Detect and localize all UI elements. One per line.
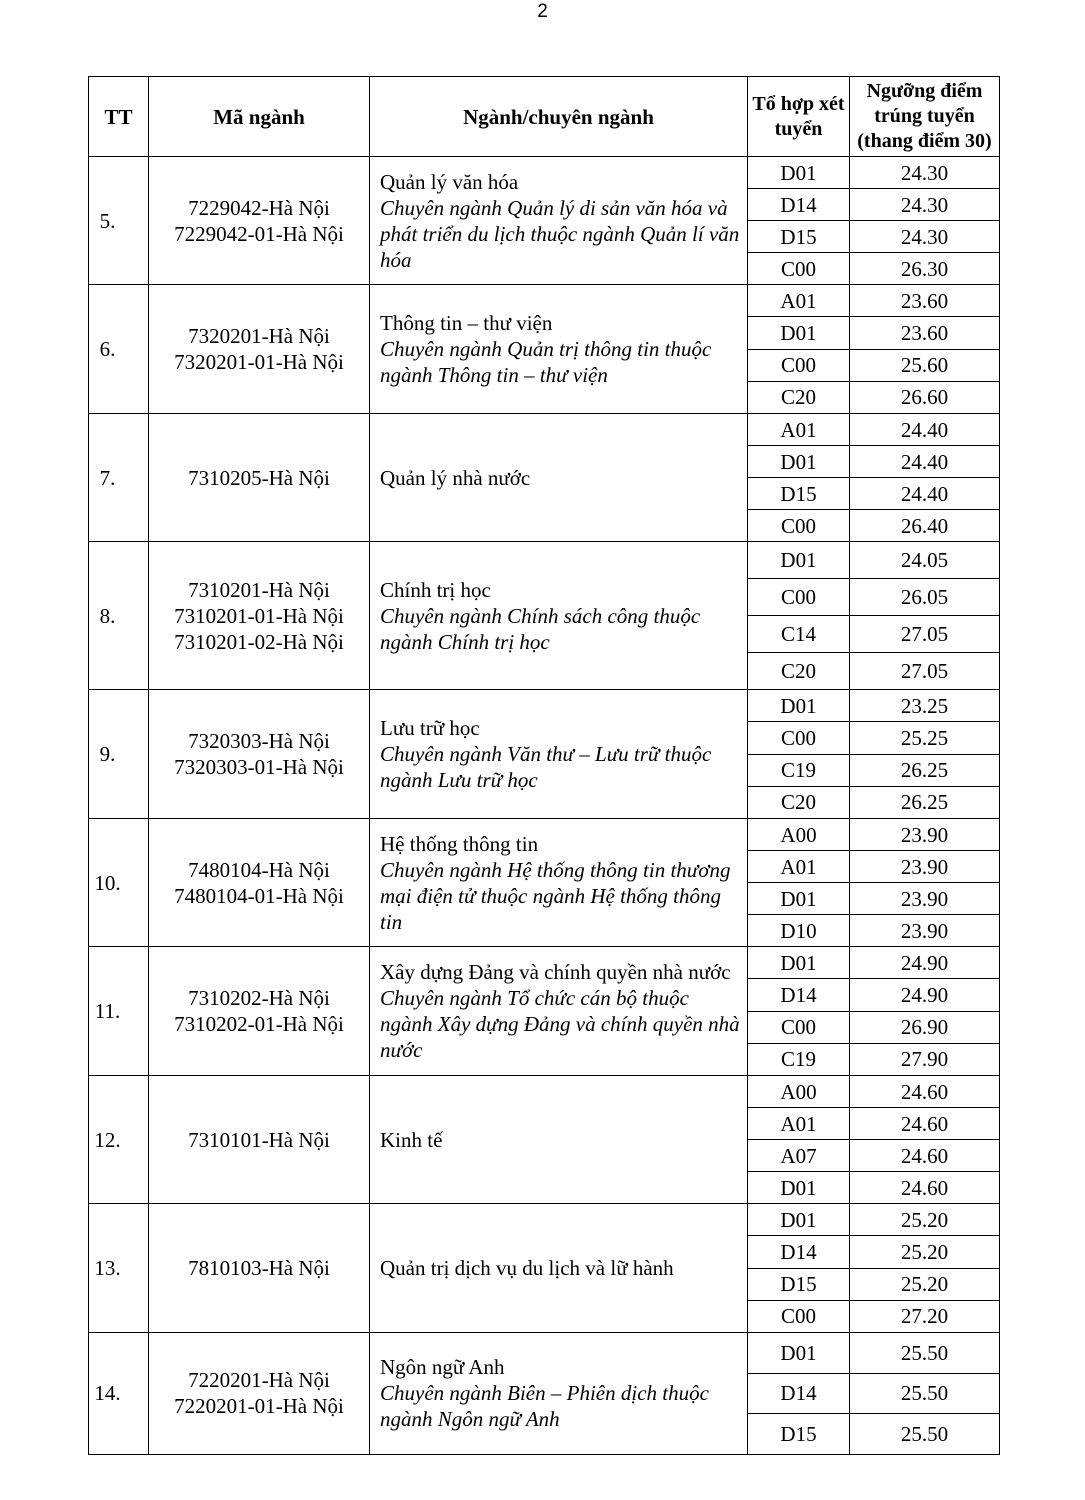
major-code: 7480104-01-Hà Nội xyxy=(174,883,344,908)
score-threshold: 24.30 xyxy=(850,189,1000,221)
score-threshold: 26.25 xyxy=(850,786,1000,818)
subject-combination: D01 xyxy=(748,1333,850,1374)
row-index: 12. xyxy=(89,1076,149,1204)
subject-combination: C19 xyxy=(748,754,850,786)
score-threshold: 24.90 xyxy=(850,947,1000,979)
major-name: Xây dựng Đảng và chính quyền nhà nước xyxy=(380,960,731,984)
subject-combination: D14 xyxy=(748,1373,850,1414)
major-name-cell xyxy=(370,819,748,947)
score-threshold: 24.60 xyxy=(850,1172,1000,1204)
row-index: 8. xyxy=(89,542,149,690)
score-threshold: 24.90 xyxy=(850,979,1000,1011)
major-code: 7220201-Hà Nội xyxy=(188,1368,330,1393)
major-name: Lưu trữ học xyxy=(380,716,480,740)
subject-combination: D01 xyxy=(748,947,850,979)
major-code: 7310101-Hà Nội xyxy=(188,1127,330,1152)
score-threshold: 24.30 xyxy=(850,157,1000,189)
score-threshold: 24.40 xyxy=(850,446,1000,478)
score-threshold: 24.60 xyxy=(850,1108,1000,1140)
score-threshold: 25.50 xyxy=(850,1333,1000,1374)
score-threshold: 24.60 xyxy=(850,1076,1000,1108)
major-code-cell xyxy=(149,414,370,542)
score-threshold: 26.60 xyxy=(850,381,1000,413)
major-name-cell xyxy=(370,1333,748,1455)
score-threshold: 25.60 xyxy=(850,349,1000,381)
score-threshold: 23.25 xyxy=(850,690,1000,722)
specialization-name: Chuyên ngành Quản lý di sản văn hóa và phát triển du lịch thuộc ngành Quản lí văn hóa xyxy=(380,195,740,272)
header-major: Ngành/chuyên ngành xyxy=(370,77,748,157)
admission-table-wrapper xyxy=(88,76,1000,1455)
subject-combination: D01 xyxy=(748,317,850,349)
score-threshold: 25.25 xyxy=(850,722,1000,754)
subject-combination: C00 xyxy=(748,510,850,542)
score-threshold: 23.90 xyxy=(850,883,1000,915)
major-name: Ngôn ngữ Anh xyxy=(380,1355,505,1380)
subject-combination: C20 xyxy=(748,381,850,413)
score-threshold: 23.60 xyxy=(850,285,1000,317)
subject-combination: D01 xyxy=(748,446,850,478)
subject-combination: C00 xyxy=(748,579,850,616)
major-code-cell xyxy=(149,819,370,947)
score-threshold: 25.20 xyxy=(850,1236,1000,1268)
major-code: 7229042-01-Hà Nội xyxy=(174,221,344,246)
major-code: 7320201-01-Hà Nội xyxy=(174,350,344,374)
score-threshold: 26.25 xyxy=(850,754,1000,786)
major-name-cell xyxy=(370,157,748,285)
major-name-cell xyxy=(370,690,748,819)
subject-combination: D01 xyxy=(748,883,850,915)
row-index: 10. xyxy=(89,819,149,947)
score-threshold: 27.05 xyxy=(850,616,1000,653)
major-name-cell xyxy=(370,542,748,690)
table-row xyxy=(89,947,1000,979)
row-index: 6. xyxy=(89,285,149,414)
score-threshold: 23.90 xyxy=(850,851,1000,883)
row-index: 13. xyxy=(89,1204,149,1333)
score-threshold: 26.40 xyxy=(850,510,1000,542)
subject-combination: A07 xyxy=(748,1140,850,1172)
major-code: 7220201-01-Hà Nội xyxy=(174,1394,344,1419)
major-code-cell xyxy=(149,542,370,690)
admission-score-table xyxy=(88,76,1000,1455)
major-name: Hệ thống thông tin xyxy=(380,831,539,856)
subject-combination: C00 xyxy=(748,253,850,285)
table-row xyxy=(89,542,1000,579)
score-threshold: 25.50 xyxy=(850,1414,1000,1455)
major-code: 7320303-01-Hà Nội xyxy=(174,755,344,779)
subject-combination: A01 xyxy=(748,285,850,317)
major-code: 7320201-Hà Nội xyxy=(188,324,330,348)
major-name-cell xyxy=(370,947,748,1076)
subject-combination: C20 xyxy=(748,786,850,818)
header-score: Ngưỡng điểm trúng tuyển (thang điểm 30) xyxy=(850,77,1000,157)
specialization-name: Chuyên ngành Văn thư – Lưu trữ thuộc ngành Lưu trữ học xyxy=(380,742,712,792)
table-row xyxy=(89,285,1000,317)
major-code: 7480104-Hà Nội xyxy=(188,857,330,882)
major-name-cell xyxy=(370,285,748,414)
table-row xyxy=(89,690,1000,722)
subject-combination: D01 xyxy=(748,1172,850,1204)
major-name: Quản lý nhà nước xyxy=(380,465,531,490)
row-index: 11. xyxy=(89,947,149,1076)
score-threshold: 27.05 xyxy=(850,653,1000,690)
major-code: 7810103-Hà Nội xyxy=(188,1256,330,1280)
major-code: 7310202-Hà Nội xyxy=(188,986,330,1010)
subject-combination: D14 xyxy=(748,189,850,221)
major-name-cell xyxy=(370,1076,748,1204)
subject-combination: D15 xyxy=(748,1414,850,1455)
major-code-cell xyxy=(149,1333,370,1455)
major-code: 7310201-02-Hà Nội xyxy=(174,629,344,654)
major-code-cell xyxy=(149,690,370,819)
subject-combination: A00 xyxy=(748,819,850,851)
subject-combination: D01 xyxy=(748,542,850,579)
score-threshold: 24.30 xyxy=(850,221,1000,253)
subject-combination: C00 xyxy=(748,349,850,381)
header-code: Mã ngành xyxy=(149,77,370,157)
subject-combination: A00 xyxy=(748,1076,850,1108)
major-name: Kinh tế xyxy=(380,1127,443,1152)
subject-combination: C00 xyxy=(748,1011,850,1043)
subject-combination: D15 xyxy=(748,1268,850,1300)
score-threshold: 24.40 xyxy=(850,414,1000,446)
row-index: 5. xyxy=(89,157,149,285)
major-name: Thông tin – thư viện xyxy=(380,311,553,335)
score-threshold: 23.60 xyxy=(850,317,1000,349)
subject-combination: A01 xyxy=(748,1108,850,1140)
specialization-name: Chuyên ngành Chính sách công thuộc ngành Chính trị học xyxy=(380,603,701,654)
score-threshold: 24.60 xyxy=(850,1140,1000,1172)
subject-combination: C00 xyxy=(748,1300,850,1332)
subject-combination: C00 xyxy=(748,722,850,754)
major-code-cell xyxy=(149,285,370,414)
subject-combination: D15 xyxy=(748,221,850,253)
subject-combination: C20 xyxy=(748,653,850,690)
subject-combination: D14 xyxy=(748,1236,850,1268)
score-threshold: 23.90 xyxy=(850,915,1000,947)
subject-combination: D15 xyxy=(748,478,850,510)
table-row xyxy=(89,819,1000,851)
score-threshold: 26.30 xyxy=(850,253,1000,285)
score-threshold: 25.20 xyxy=(850,1204,1000,1236)
subject-combination: D10 xyxy=(748,915,850,947)
major-code: 7320303-Hà Nội xyxy=(188,729,330,753)
table-body xyxy=(89,157,1000,1455)
subject-combination: D01 xyxy=(748,157,850,189)
subject-combination: A01 xyxy=(748,414,850,446)
major-code: 7310201-Hà Nội xyxy=(188,577,330,602)
score-threshold: 24.05 xyxy=(850,542,1000,579)
major-name-cell xyxy=(370,1204,748,1333)
major-code-cell xyxy=(149,1204,370,1333)
table-row xyxy=(89,157,1000,189)
major-code: 7310201-01-Hà Nội xyxy=(174,603,344,628)
score-threshold: 24.40 xyxy=(850,478,1000,510)
major-code-cell xyxy=(149,157,370,285)
row-index: 9. xyxy=(89,690,149,819)
table-row xyxy=(89,414,1000,446)
score-threshold: 26.05 xyxy=(850,579,1000,616)
header-tt: TT xyxy=(89,77,149,157)
score-threshold: 27.90 xyxy=(850,1043,1000,1075)
major-code-cell xyxy=(149,947,370,1076)
major-code: 7229042-Hà Nội xyxy=(188,195,330,220)
subject-combination: D14 xyxy=(748,979,850,1011)
major-name: Chính trị học xyxy=(380,577,491,602)
specialization-name: Chuyên ngành Biên – Phiên dịch thuộc ngành Ngôn ngữ Anh xyxy=(380,1381,709,1432)
specialization-name: Chuyên ngành Quản trị thông tin thuộc ngành Thông tin – thư viện xyxy=(380,337,712,387)
table-row xyxy=(89,1076,1000,1108)
score-threshold: 27.20 xyxy=(850,1300,1000,1332)
score-threshold: 26.90 xyxy=(850,1011,1000,1043)
major-name-cell xyxy=(370,414,748,542)
row-index: 7. xyxy=(89,414,149,542)
specialization-name: Chuyên ngành Tổ chức cán bộ thuộc ngành Xây dựng Đảng và chính quyền nhà nước xyxy=(380,986,740,1062)
table-header-row xyxy=(89,77,1000,157)
major-code-cell xyxy=(149,1076,370,1204)
row-index: 14. xyxy=(89,1333,149,1455)
header-combo: Tổ hợp xét tuyển xyxy=(748,77,850,157)
score-threshold: 23.90 xyxy=(850,819,1000,851)
subject-combination: D01 xyxy=(748,690,850,722)
table-row xyxy=(89,1333,1000,1374)
major-code: 7310205-Hà Nội xyxy=(188,465,330,490)
major-name: Quản lý văn hóa xyxy=(380,169,519,194)
page-number: 2 xyxy=(537,1,548,22)
major-code: 7310202-01-Hà Nội xyxy=(174,1012,344,1036)
subject-combination: D01 xyxy=(748,1204,850,1236)
subject-combination: A01 xyxy=(748,851,850,883)
score-threshold: 25.20 xyxy=(850,1268,1000,1300)
subject-combination: C14 xyxy=(748,616,850,653)
table-row xyxy=(89,1204,1000,1236)
score-threshold: 25.50 xyxy=(850,1373,1000,1414)
specialization-name: Chuyên ngành Hệ thống thông tin thương mại điện tử thuộc ngành Hệ thống thông tin xyxy=(380,857,731,934)
major-name: Quản trị dịch vụ du lịch và lữ hành xyxy=(380,1256,674,1280)
subject-combination: C19 xyxy=(748,1043,850,1075)
